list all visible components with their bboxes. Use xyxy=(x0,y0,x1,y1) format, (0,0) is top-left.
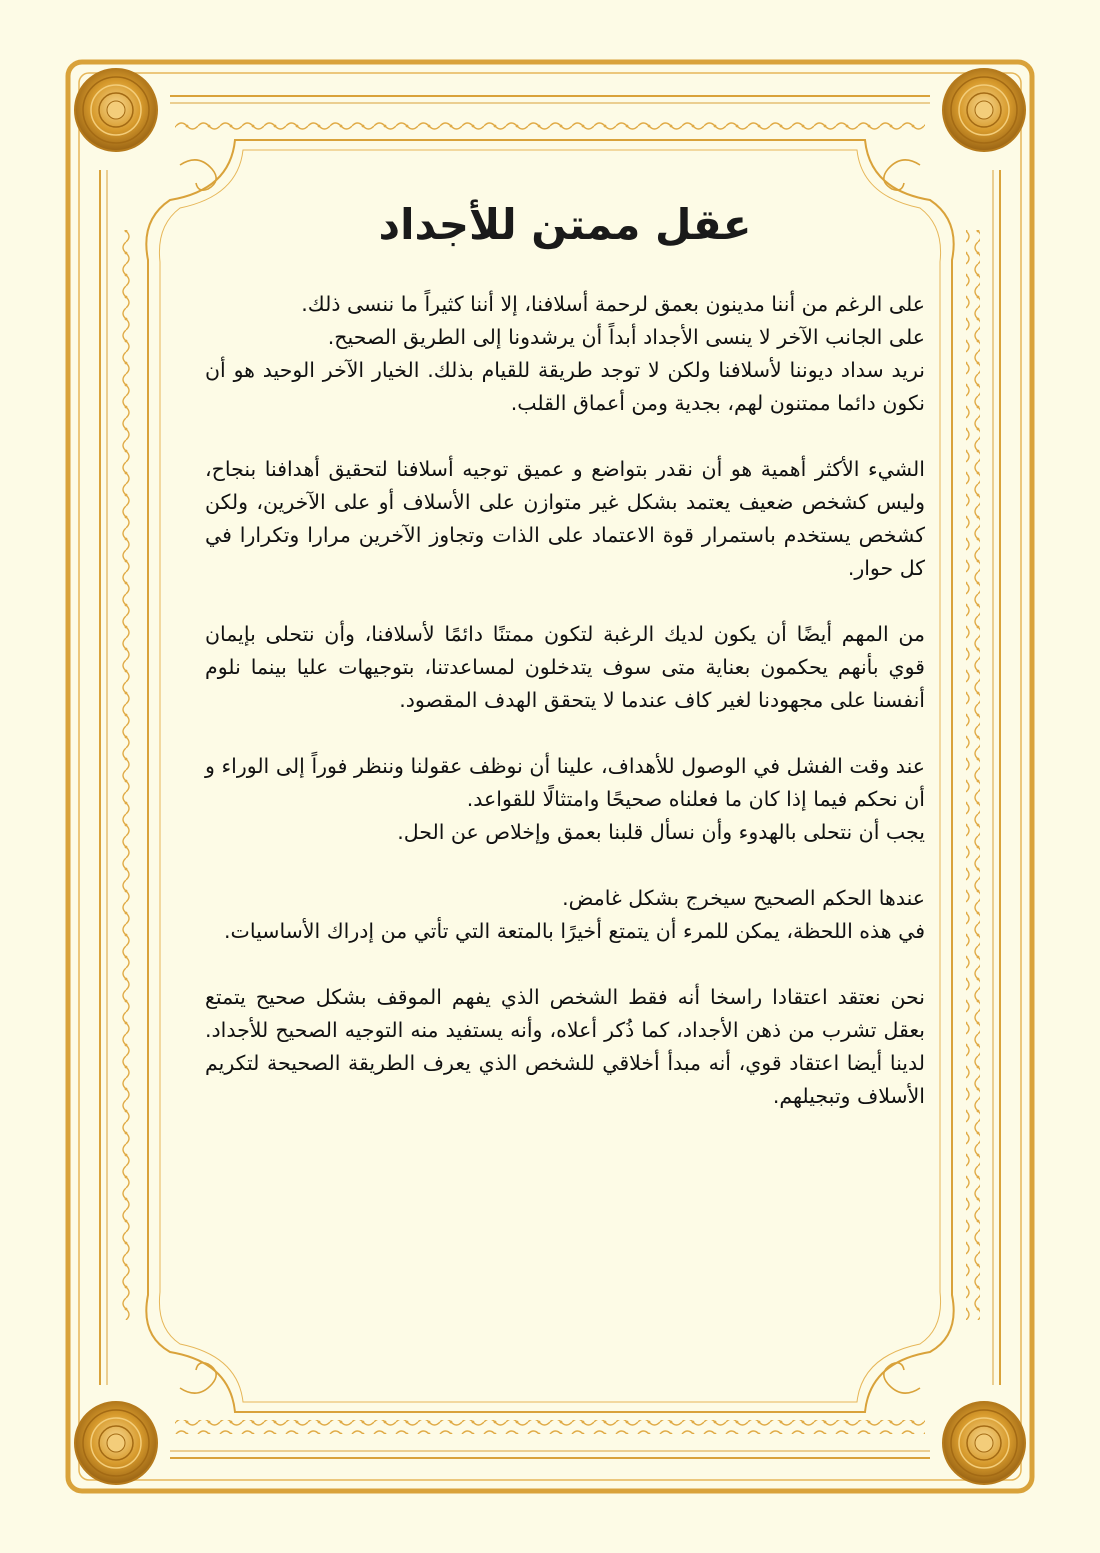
paragraph-3: من المهم أيضًا أن يكون لديك الرغبة لتكون ممتنًا دائمًا لأسلافنا، وأن نتحلى بإيمان قوي بأنهم يحكمون بعناية متى سوف يتدخلون لمساعدتنا، بتوجيهات عليا بينما نلوم أنفسنا على مجهودنا لغير كاف عندما لا يتحقق الهدف المقصود. xyxy=(205,622,925,713)
scroll-band-top xyxy=(175,118,925,132)
document-title: عقل ممتن للأجداد xyxy=(378,200,752,249)
corner-medallion-top-left xyxy=(75,69,157,151)
corner-medallion-bottom-left xyxy=(75,1402,157,1484)
paragraph-6: نحن نعتقد اعتقادا راسخا أنه فقط الشخص الذي يفهم الموقف بشكل صحيح يتمتع بعقل تشرب من ذهن الأجداد، كما ذُكر أعلاه، وأنه يستفيد منه التوجيه الصحيح للأجداد. لدينا أيضا اعتقاد قوي، أنه مبدأ أخلاقي للشخص الذي يعرف الطريقة الصحيحة لتكريم الأسلاف وتبجيلهم. xyxy=(205,985,925,1109)
paragraph-5: عندها الحكم الصحيح سيخرج بشكل غامض. في هذه اللحظة، يمكن للمرء أن يتمتع أخيرًا بالمتعة التي تأتي من إدراك الأساسيات. xyxy=(224,886,925,944)
scroll-band-right xyxy=(966,230,980,1320)
scroll-band-left xyxy=(120,230,134,1320)
scroll-band-bottom xyxy=(175,1420,925,1434)
document-body xyxy=(205,185,925,1375)
paragraph-4: عند وقت الفشل في الوصول للأهداف، علينا أن نوظف عقولنا وننظر فوراً إلى الوراء و أن نحكم فيما إذا كان ما فعلناه صحيحًا وامتثالًا للقواعد. يجب أن نتحلى بالهدوء وأن نسأل قلبنا بعمق وإخلاص عن الحل. xyxy=(205,754,925,845)
corner-medallion-top-right xyxy=(943,69,1025,151)
paragraph-2: الشيء الأكثر أهمية هو أن نقدر بتواضع و عميق توجيه أسلافنا لتحقيق أهدافنا بنجاح، وليس كشخص ضعيف يعتمد بشكل غير متوازن على الأسلاف أو على الآخرين، ولكن كشخص يستخدم باستمرار قوة الاعتماد على الذات وتجاوز الآخرين مرارا وتكرارا في كل حوار. xyxy=(205,457,925,581)
paragraph-1: على الرغم من أننا مدينون بعمق لرحمة أسلافنا، إلا أننا كثيراً ما ننسى ذلك. على الجانب الآخر لا ينسى الأجداد أبداً أن يرشدونا إلى الطريق الصحيح. نريد سداد ديوننا لأسلافنا ولكن لا توجد طريقة للقيام بذلك. الخيار الآخر الوحيد هو أن نكون دائما ممتنون لهم، بجدية ومن أعماق القلب. xyxy=(205,292,925,416)
corner-medallion-bottom-right xyxy=(943,1402,1025,1484)
